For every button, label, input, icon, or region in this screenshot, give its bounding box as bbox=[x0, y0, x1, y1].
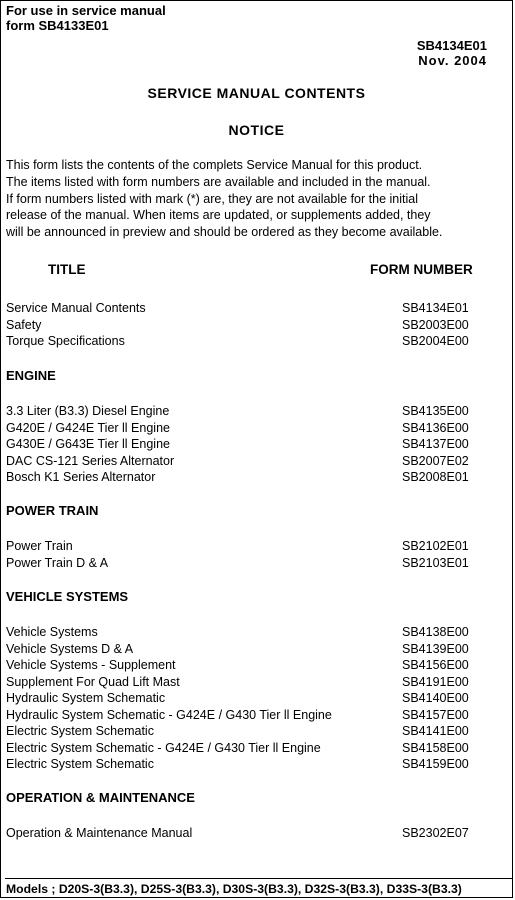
form-code: SB4134E01 bbox=[416, 38, 487, 53]
item-form-number: SB4159E00 bbox=[402, 757, 469, 771]
item-title: Supplement For Quad Lift Mast bbox=[6, 674, 180, 689]
item-title: Bosch K1 Series Alternator bbox=[6, 470, 156, 484]
section-heading-engine: ENGINE bbox=[6, 368, 56, 383]
notice-line: This form lists the contents of the complets Service Manual for this product. bbox=[6, 158, 423, 172]
item-form-number: SB2302E07 bbox=[402, 826, 469, 840]
section-heading-operation-maintenance: OPERATION & MAINTENANCE bbox=[6, 790, 195, 805]
item-title: DAC CS-121 Series Alternator bbox=[6, 453, 175, 468]
footer-divider bbox=[5, 878, 512, 879]
item-form-number: SB4135E00 bbox=[402, 404, 469, 418]
page-title: SERVICE MANUAL CONTENTS bbox=[147, 85, 366, 101]
item-form-number: SB2004E00 bbox=[402, 334, 469, 348]
item-title: Electric System Schematic bbox=[6, 724, 154, 738]
notice-heading: NOTICE bbox=[228, 122, 285, 138]
form-code-block bbox=[417, 38, 487, 68]
item-form-number: SB2007E02 bbox=[402, 453, 469, 468]
item-title: Operation & Maintenance Manual bbox=[6, 826, 193, 840]
item-form-number: SB2102E01 bbox=[402, 539, 469, 553]
reference-line-1: For use in service manual bbox=[6, 3, 166, 18]
item-title: Vehicle Systems D & A bbox=[6, 641, 134, 656]
notice-paragraph bbox=[6, 157, 511, 241]
item-title: Electric System Schematic - G424E / G430 Tier ll Engine bbox=[6, 740, 321, 755]
item-form-number: SB4140E00 bbox=[402, 691, 469, 705]
item-form-number: SB4141E00 bbox=[402, 724, 469, 738]
title-column-header: TITLE bbox=[48, 262, 86, 277]
form-number-column-header: FORM NUMBER bbox=[370, 262, 473, 277]
item-form-number: SB2103E01 bbox=[402, 555, 469, 570]
item-title: Power Train D & A bbox=[6, 555, 109, 570]
item-title: Safety bbox=[6, 317, 42, 332]
item-title: Torque Specifications bbox=[6, 334, 125, 348]
item-form-number: SB4134E01 bbox=[402, 301, 469, 315]
service-manual-reference bbox=[6, 3, 166, 33]
notice-line: will be announced in preview and should be ordered as they become available. bbox=[6, 225, 443, 240]
item-title: Vehicle Systems - Supplement bbox=[6, 658, 176, 672]
item-title: Hydraulic System Schematic - G424E / G430 Tier ll Engine bbox=[6, 707, 332, 722]
notice-line: The items listed with form numbers are available and included in the manual. bbox=[6, 174, 431, 189]
item-form-number: SB4138E00 bbox=[402, 625, 469, 639]
item-form-number: SB2003E00 bbox=[402, 317, 469, 332]
item-title: Power Train bbox=[6, 539, 73, 553]
item-form-number: SB2008E01 bbox=[402, 470, 469, 484]
item-title: G430E / G643E Tier ll Engine bbox=[6, 437, 170, 451]
notice-line: If form numbers listed with mark (*) are, they are not available for the initial bbox=[6, 191, 418, 206]
item-title: 3.3 Liter (B3.3) Diesel Engine bbox=[6, 404, 170, 418]
item-form-number: SB4158E00 bbox=[402, 740, 469, 755]
item-form-number: SB4157E00 bbox=[402, 707, 469, 722]
item-form-number: SB4137E00 bbox=[402, 437, 469, 451]
item-form-number: SB4136E00 bbox=[402, 420, 469, 435]
item-form-number: SB4156E00 bbox=[402, 658, 469, 672]
section-heading-power-train: POWER TRAIN bbox=[6, 503, 99, 518]
section-heading-vehicle-systems: VEHICLE SYSTEMS bbox=[6, 589, 129, 604]
item-title: Service Manual Contents bbox=[6, 301, 146, 315]
models-footer: Models ; D20S-3(B3.3), D25S-3(B3.3), D30S-3(B3.3), D32S-3(B3.3), D33S-3(B3.3) bbox=[6, 882, 462, 896]
notice-line: release of the manual. When items are updated, or supplements added, they bbox=[6, 208, 431, 223]
item-title: Hydraulic System Schematic bbox=[6, 691, 166, 705]
item-form-number: SB4191E00 bbox=[402, 674, 469, 689]
item-title: Vehicle Systems bbox=[6, 625, 98, 639]
item-form-number: SB4139E00 bbox=[402, 641, 469, 656]
issue-date: Nov. 2004 bbox=[418, 53, 487, 68]
item-title: G420E / G424E Tier ll Engine bbox=[6, 420, 170, 435]
item-title: Electric System Schematic bbox=[6, 757, 154, 771]
reference-line-2: form SB4133E01 bbox=[6, 18, 109, 33]
